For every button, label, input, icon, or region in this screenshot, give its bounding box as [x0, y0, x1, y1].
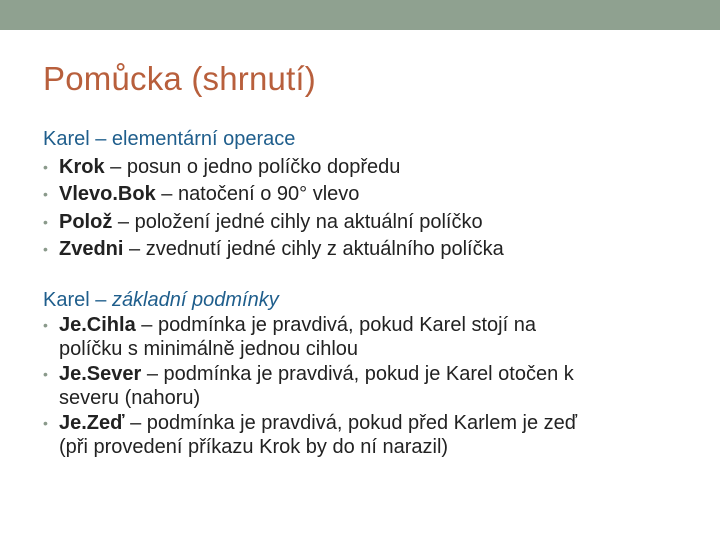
list-item-jezed	[43, 412, 693, 459]
term: Polož	[59, 210, 113, 233]
slide-title: Pomůcka (shrnutí)	[43, 60, 316, 97]
description-continued: severu (nahoru)	[59, 386, 201, 409]
heading-italic: základní podmínky	[111, 288, 279, 311]
description: – podmínka je pravdivá, pokud je Karel otočen k	[141, 363, 574, 385]
term: Je.Sever	[59, 363, 142, 385]
description-continued: (při provedení příkazu Krok by do ní narazil)	[59, 435, 449, 458]
heading-prefix: Karel –	[43, 288, 112, 311]
section-heading-operations: Karel – elementární operace	[43, 128, 296, 150]
term: Je.Cihla	[59, 314, 136, 336]
description: – posun o jedno políčko dopředu	[104, 155, 401, 178]
term: Krok	[59, 155, 105, 178]
list-item-vlevobok	[43, 181, 693, 209]
description: – položení jedné cihly na aktuální políčko	[112, 210, 483, 233]
bullet-icon: •	[43, 158, 48, 175]
slide-content	[43, 126, 693, 461]
list-item-zvedni	[43, 236, 693, 264]
term: Zvedni	[59, 238, 124, 260]
bullet-icon: •	[43, 213, 48, 230]
description: – podmínka je pravdivá, pokud před Karlem je zeď	[124, 412, 578, 434]
bullet-icon: •	[43, 317, 48, 333]
description-continued: políčku s minimálně jednou cihlou	[59, 337, 359, 360]
list-item-jesever	[43, 363, 693, 410]
top-accent-bar	[0, 0, 720, 30]
list-item-krok	[43, 154, 693, 182]
section-spacer	[43, 264, 693, 287]
bullet-icon: •	[43, 415, 48, 431]
bullet-icon: •	[43, 186, 48, 202]
description: – zvednutí jedné cihly z aktuálního políčka	[123, 238, 504, 260]
bullet-icon: •	[43, 366, 48, 382]
section-heading-conditions	[43, 287, 693, 315]
bullet-icon: •	[43, 241, 48, 257]
list-item-jecihla	[43, 314, 693, 361]
term: Vlevo.Bok	[59, 183, 156, 205]
list-item-poloz	[43, 209, 693, 237]
description: – podmínka je pravdivá, pokud Karel stojí na	[135, 314, 536, 336]
term: Je.Zeď	[59, 412, 125, 434]
description: – natočení o 90° vlevo	[155, 183, 360, 205]
